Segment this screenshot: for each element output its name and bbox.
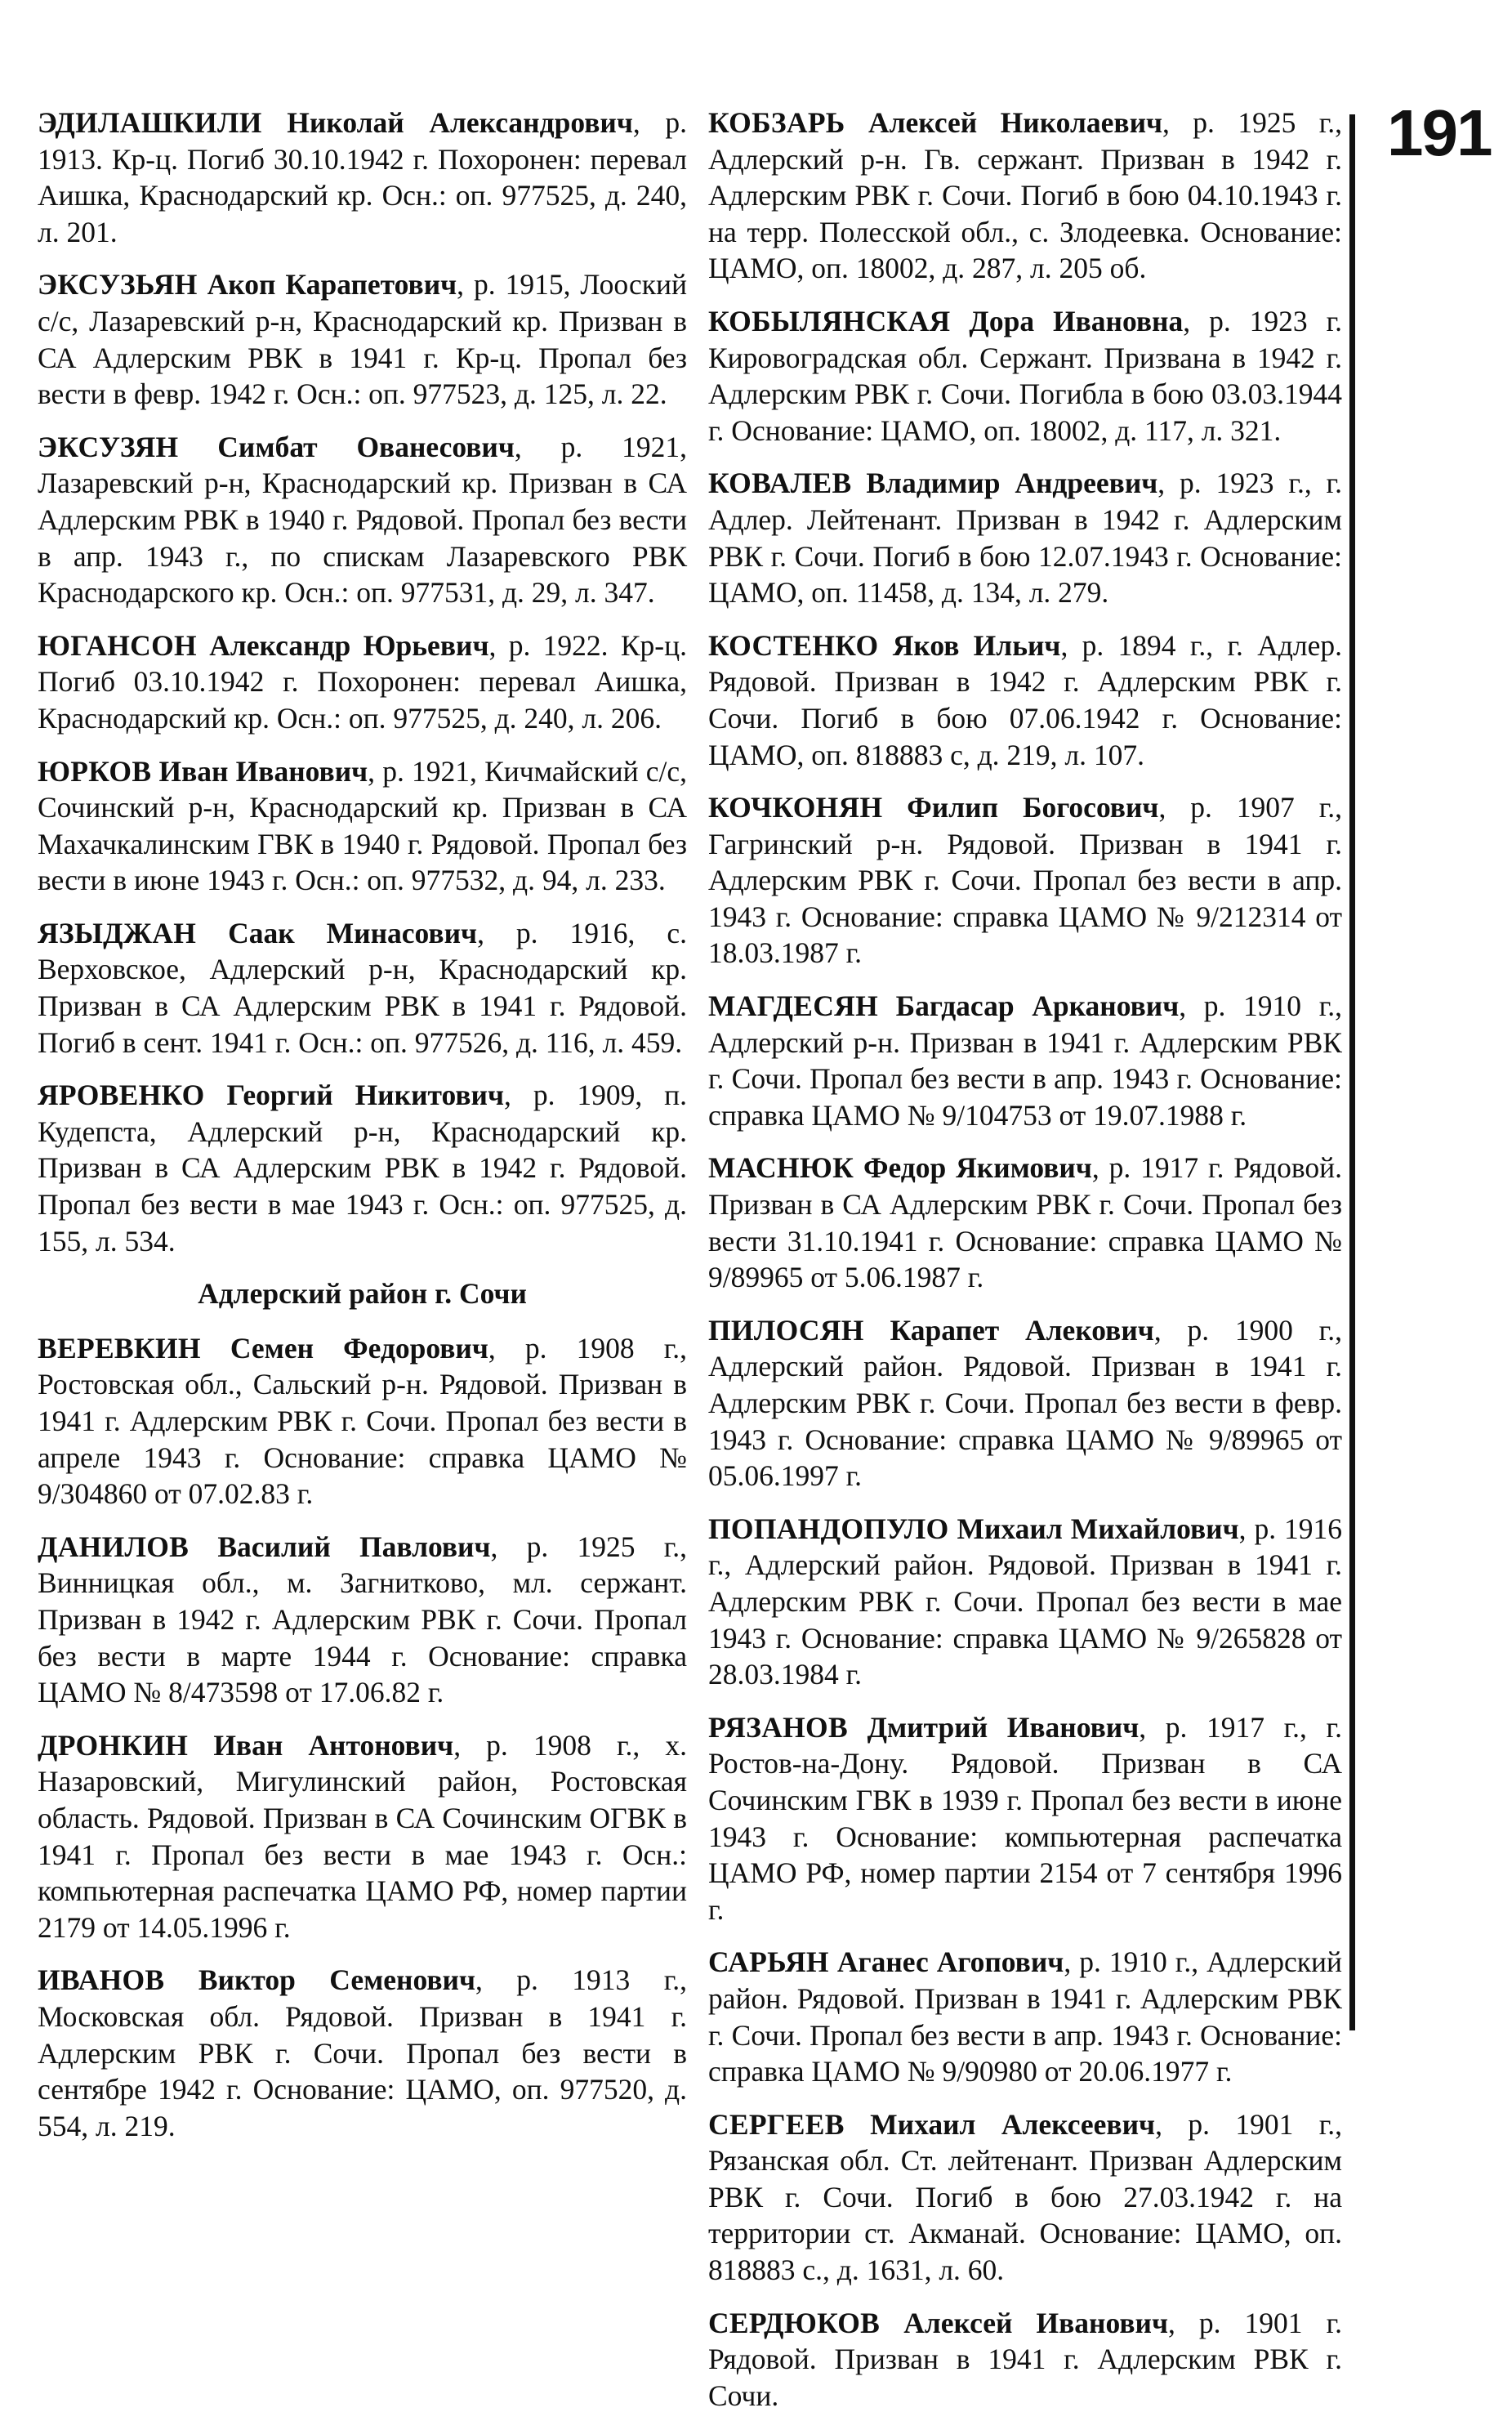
entry	[38, 915, 687, 1061]
entry-text: , р. 1901 г. Рядовой. Призван в 1941 г. Адлерским РВК г. Сочи.	[708, 2306, 1342, 2412]
entry-surname: ДРОНКИН	[38, 1728, 189, 1762]
entry	[38, 1529, 687, 1711]
entry-text: , р. 1925 г., Винницкая обл., м. Загнитково, мл. сержант. Призван в 1942 г. Адлерским РВК г. Сочи. Пропал без вести в марте 1944 г. Основание: справка ЦАМО № 8/473598 от 17.06.82 г.	[38, 1530, 688, 1709]
entry-given-name: Яков Ильич	[892, 628, 1061, 662]
entry	[38, 105, 687, 250]
entry-text: , р. 1916, с. Верховское, Адлерский р-н, Краснодарский кр. Призван в СА Адлерским РВК в 1941 г. Рядовой. Погиб в сент. 1941 г. Осн.: оп. 977526, д. 116, л. 459.	[38, 916, 687, 1059]
entry-given-name: Саак Минасович	[228, 916, 478, 949]
page-number: 191	[1387, 96, 1492, 169]
entry	[708, 2106, 1342, 2289]
entry	[708, 1511, 1342, 1693]
entry-text: , р. 1913 г., Московская обл. Рядовой. Призван в 1941 г. Адлерским РВК г. Сочи. Пропал без вести в сентябре 1942 г. Основание: ЦАМО, оп. 977520, д. 554, л. 219.	[38, 1963, 688, 2142]
entry-surname: КОВАЛЕВ	[708, 467, 852, 500]
entry-text: , р. 1910 г., Адлерский район. Рядовой. Призван в 1941 г. Адлерским РВК г. Сочи. Пропал без вести в апр. 1943 г. Основание: справка ЦАМО № 9/90980 от 20.06.1977 г.	[708, 1945, 1343, 2088]
entry-surname: МАСНЮК	[708, 1151, 854, 1185]
entry	[708, 105, 1342, 287]
entry-given-name: Владимир Андреевич	[866, 467, 1158, 500]
entry	[708, 628, 1342, 773]
entry-given-name: Багдасар Арканович	[895, 989, 1180, 1023]
right-column	[708, 105, 1342, 2430]
entry-given-name: Акоп Карапетович	[207, 268, 457, 302]
entry-text: , р. 1913. Кр-ц. Погиб 30.10.1942 г. Похоронен: перевал Аишка, Краснодарский кр. Осн.: оп. 977525, д. 240, л. 201.	[38, 106, 687, 248]
entry-given-name: Михаил Михайлович	[957, 1512, 1239, 1545]
entry-text: , р. 1910 г., Адлерский р-н. Призван в 1941 г. Адлерским РВК г. Сочи. Пропал без вести в апр. 1943 г. Основание: справка ЦАМО № 9/104753 от 19.07.1988 г.	[708, 989, 1342, 1132]
entry-surname: ПИЛОСЯН	[708, 1313, 864, 1347]
entry-text: , р. 1922. Кр-ц. Погиб 03.10.1942 г. Похоронен: перевал Аишка, Краснодарский кр. Осн.: оп. 977525, д. 240, л. 206.	[38, 628, 687, 735]
entry-given-name: Симбат Ованесович	[217, 430, 515, 463]
entry-surname: КОБЫЛЯНСКАЯ	[708, 304, 951, 337]
entry-surname: КОСТЕНКО	[708, 628, 879, 662]
entry-text: , р. 1921, Кичмайский с/с, Сочинский р-н, Краснодарский кр. Призван в СА Махачкалинским ГВК в 1940 г. Рядовой. Пропал без вести в июне 1943 г. Осн.: оп. 977532, д. 94, л. 233.	[38, 754, 688, 897]
entry	[708, 465, 1342, 610]
entry-text: , р. 1915, Лооский с/с, Лазаревский р-н, Краснодарский кр. Призван в СА Адлерским РВК в 1941 г. Кр-ц. Пропал без вести в февр. 1942 г. Осн.: оп. 977523, д. 125, л. 22.	[38, 268, 688, 411]
entry-given-name: Николай Александрович	[287, 106, 633, 139]
entry-text: , р. 1921, Лазаревский р-н, Краснодарский кр. Призван в СА Адлерским РВК в 1940 г. Рядовой. Пропал без вести в апр. 1943 г., по спискам Лазаревского РВК Краснодарского кр. Осн.: оп. 977531, д. 29, л. 347.	[38, 430, 687, 610]
entry-surname: ЯРОВЕНКО	[38, 1079, 205, 1112]
entry-surname: ЮГАНСОН	[38, 628, 197, 662]
entry-given-name: Алексей Николаевич	[868, 106, 1163, 139]
entry	[38, 1727, 687, 1946]
entry	[38, 266, 687, 412]
entry-text: , р. 1925 г., Адлерский р-н. Гв. сержант. Призван в 1942 г. Адлерским РВК г. Сочи. Погиб в бою 04.10.1943 г. на терр. Полесской обл., с. Злодеевка. Основание: ЦАМО, оп. 18002, д. 287, л. 205 об.	[708, 106, 1343, 285]
entry	[38, 1077, 687, 1259]
entry-given-name: Дмитрий Иванович	[867, 1710, 1140, 1744]
entry	[38, 1330, 687, 1512]
entry-surname: ЮРКОВ	[38, 754, 152, 788]
entry	[708, 2305, 1342, 2414]
entry-given-name: Федор Якимович	[863, 1151, 1092, 1185]
section-title: Адлерский район г. Сочи	[198, 1277, 527, 1311]
entry	[708, 1150, 1342, 1295]
left-entries-after	[38, 1330, 687, 2144]
entry-surname: СЕРДЮКОВ	[708, 2306, 881, 2339]
entry-given-name: Филип Богосович	[907, 791, 1159, 824]
entry	[38, 1962, 687, 2144]
entry-given-name: Аганес Агопович	[836, 1945, 1064, 1979]
entry	[708, 1709, 1342, 1928]
entry	[38, 628, 687, 737]
entry-surname: ЯЗЫДЖАН	[38, 916, 197, 949]
entry-text: , р. 1917 г., г. Ростов-на-Дону. Рядовой. Призван в СА Сочинским ГВК в 1939 г. Пропал без вести в июне 1943 г. Основание: компьютерная распечатка ЦАМО РФ, номер партии 2154 от 7 сентября 1996 г.	[708, 1710, 1342, 1926]
entry	[708, 1944, 1342, 2089]
entry-surname: КОЧКОНЯН	[708, 791, 883, 824]
entry-given-name: Александр Юрьевич	[209, 628, 489, 662]
entry-surname: СЕРГЕЕВ	[708, 2107, 845, 2141]
entry	[708, 988, 1342, 1133]
entry-given-name: Алексей Иванович	[903, 2306, 1168, 2339]
entry-given-name: Михаил Алексеевич	[870, 2107, 1156, 2141]
left-column	[38, 105, 687, 2160]
entry	[38, 753, 687, 899]
entry	[708, 303, 1342, 449]
entry-given-name: Виктор Семенович	[198, 1963, 475, 1997]
entry-surname: ПОПАНДОПУЛО	[708, 1512, 949, 1545]
left-entries	[38, 105, 687, 1259]
entry-surname: ИВАНОВ	[38, 1963, 165, 1997]
entry	[38, 429, 687, 611]
entry-given-name: Василий Павлович	[217, 1530, 491, 1563]
entry-given-name: Георгий Никитович	[226, 1079, 505, 1112]
entry-surname: КОБЗАРЬ	[708, 106, 845, 139]
entry-surname: ВЕРЕВКИН	[38, 1331, 201, 1365]
entry-text: , р. 1923 г. Кировоградская обл. Сержант. Призвана в 1942 г. Адлерским РВК г. Сочи. Погибла в бою 03.03.1944 г. Основание: ЦАМО, оп. 18002, д. 117, л. 321.	[708, 304, 1343, 447]
entry	[708, 789, 1342, 972]
entry-surname: РЯЗАНОВ	[708, 1710, 848, 1744]
entry-surname: ЭКСУЗЬЯН	[38, 268, 198, 302]
entry-given-name: Иван Иванович	[158, 754, 368, 788]
vertical-rule	[1349, 114, 1355, 2030]
entry-text: , р. 1917 г. Рядовой. Призван в СА Адлерским РВК г. Сочи. Пропал без вести 31.10.1941 г. Основание: справка ЦАМО № 9/89965 от 5.06.1987 г.	[708, 1151, 1342, 1294]
entry-text: , р. 1894 г., г. Адлер. Рядовой. Призван в 1942 г. Адлерским РВК г. Сочи. Погиб в бою 07.06.1942 г. Основание: ЦАМО, оп. 818883 с, д. 219, л. 107.	[708, 628, 1342, 771]
entry-surname: САРЬЯН	[708, 1945, 829, 1979]
entry-surname: МАГДЕСЯН	[708, 989, 878, 1023]
entry-text: , р. 1909, п. Кудепста, Адлерский р-н, Краснодарский кр. Призван в СА Адлерским РВК в 1942 г. Рядовой. Пропал без вести в мае 1943 г. Осн.: оп. 977525, д. 155, л. 534.	[38, 1079, 688, 1257]
entry-text: , р. 1916 г., Адлерский район. Рядовой. Призван в 1941 г. Адлерским РВК г. Сочи. Пропал без вести в мае 1943 г. Основание: справка ЦАМО № 9/265828 от 28.03.1984 г.	[708, 1512, 1343, 1691]
entry-text: , р. 1908 г., х. Назаровский, Мигулинский район, Ростовская область. Рядовой. Призван в СА Сочинским ОГВК в 1941 г. Пропал без вести в мае 1943 г. Осн.: компьютерная распечатка ЦАМО РФ, номер партии 2179 от 14.05.1996 г.	[38, 1728, 688, 1944]
entry-text: , р. 1901 г., Рязанская обл. Ст. лейтенант. Призван Адлерским РВК г. Сочи. Погиб в бою 27.03.1942 г. на территории ст. Акманай. Основание: ЦАМО, оп. 818883 с., д. 1631, л. 60.	[708, 2107, 1343, 2287]
entry-surname: ЭКСУЗЯН	[38, 430, 179, 463]
entry-given-name: Дора Ивановна	[969, 304, 1184, 337]
entry-given-name: Семен Федорович	[230, 1331, 488, 1365]
entry-text: , р. 1907 г., Гагринский р-н. Рядовой. Призван в 1941 г. Адлерским РВК г. Сочи. Пропал без вести в апр. 1943 г. Основание: справка ЦАМО № 9/212314 от 18.03.1987 г.	[708, 791, 1343, 970]
entry-given-name: Карапет Алекович	[890, 1313, 1154, 1347]
entry-text: , р. 1900 г., Адлерский район. Рядовой. Призван в 1941 г. Адлерским РВК г. Сочи. Пропал без вести в февр. 1943 г. Основание: справка ЦАМО № 9/89965 от 05.06.1997 г.	[708, 1313, 1342, 1493]
entry-surname: ДАНИЛОВ	[38, 1530, 190, 1563]
entry	[708, 1312, 1342, 1494]
entry-text: , р. 1923 г., г. Адлер. Лейтенант. Призван в 1942 г. Адлерским РВК г. Сочи. Погиб в бою 12.07.1943 г. Основание: ЦАМО, оп. 11458, д. 134, л. 279.	[708, 467, 1342, 610]
entry-text: , р. 1908 г., Ростовская обл., Сальский р-н. Рядовой. Призван в 1941 г. Адлерским РВК г. Сочи. Пропал без вести в апреле 1943 г. Основание: справка ЦАМО № 9/304860 от 07.02.83 г.	[38, 1331, 688, 1511]
entry-given-name: Иван Антонович	[213, 1728, 454, 1762]
entry-surname: ЭДИЛАШКИЛИ	[38, 106, 262, 139]
